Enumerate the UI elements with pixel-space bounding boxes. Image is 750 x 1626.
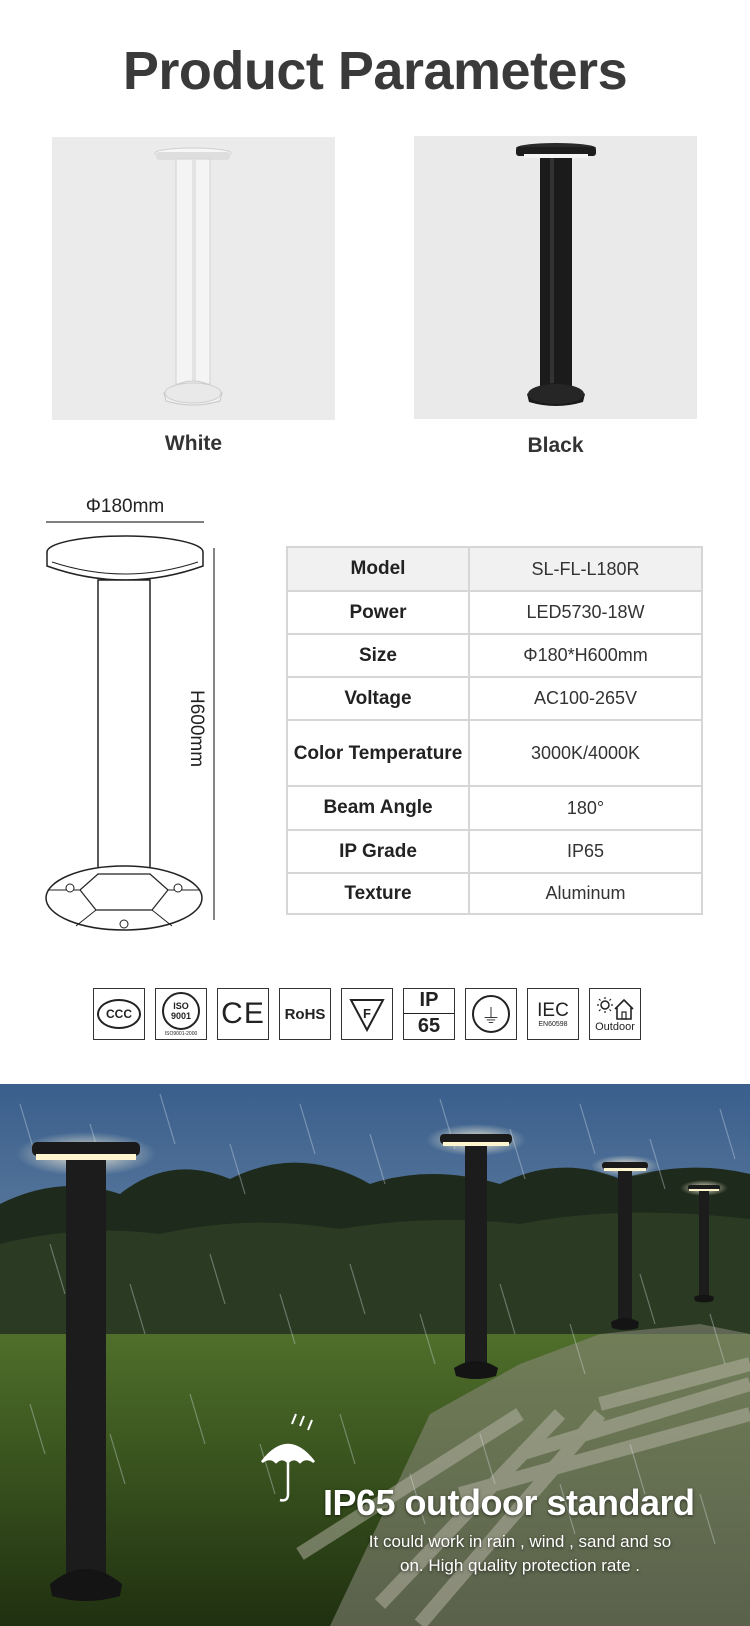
spec-value: SL-FL-L180R: [469, 547, 702, 591]
spec-key: Color Temperature: [287, 720, 469, 786]
ip-top-text: IP: [404, 989, 454, 1014]
spec-key: Model: [287, 547, 469, 591]
spec-key: Texture: [287, 873, 469, 914]
spec-key: Voltage: [287, 677, 469, 720]
rohs-cert-icon: [279, 988, 331, 1040]
banner-description: [340, 1530, 700, 1578]
iec-cert-icon: [527, 988, 579, 1040]
iec-top-text: IEC: [537, 999, 569, 1021]
table-row: [287, 547, 702, 591]
rohs-text: RoHS: [284, 1005, 326, 1023]
spec-value: LED5730-18W: [469, 591, 702, 634]
banner-headline: IP65 outdoor standard: [323, 1482, 695, 1523]
outdoor-text: Outdoor: [595, 1021, 635, 1033]
spec-value: IP65: [469, 830, 702, 873]
spec-key: Size: [287, 634, 469, 677]
table-row: [287, 786, 702, 830]
f-mark-cert-icon: [341, 988, 393, 1040]
sun-house-icon: [595, 995, 635, 1021]
ground-icon: ⏚: [472, 995, 510, 1033]
ccc-text: CCC: [97, 999, 141, 1029]
spec-value: AC100-265V: [469, 677, 702, 720]
table-row: [287, 873, 702, 914]
banner-line-1: It could work in rain , wind , sand and so: [368, 1532, 672, 1551]
iso-bottom-text: ISO9001-2000: [164, 1030, 198, 1037]
triangle-icon: [347, 994, 387, 1034]
banner-line-2: on. High quality protection rate .: [399, 1556, 641, 1575]
table-row: [287, 677, 702, 720]
ip65-cert-icon: [403, 988, 455, 1040]
variant-label-black: Black: [527, 434, 584, 457]
iso-num-text: 9001: [170, 1010, 192, 1021]
spec-value: 180°: [469, 786, 702, 830]
certification-row: [93, 988, 658, 1042]
ground-cert-icon: [465, 988, 517, 1040]
ce-cert-icon: [217, 988, 269, 1040]
spec-key: Beam Angle: [287, 786, 469, 830]
iso-top-text: ISO: [173, 1000, 189, 1011]
spec-key: Power: [287, 591, 469, 634]
variant-label-white: White: [164, 432, 223, 455]
ce-text: CE: [221, 997, 265, 1030]
table-row: [287, 830, 702, 873]
iso-cert-icon: [155, 988, 207, 1040]
iec-bottom-text: EN60598: [538, 1020, 568, 1028]
page-title: Product Parameters: [122, 41, 628, 101]
product-photo-black: [414, 136, 697, 419]
outdoor-cert-icon: [589, 988, 641, 1040]
product-photo-white: [52, 137, 335, 420]
table-row: [287, 591, 702, 634]
spec-table: [286, 546, 703, 915]
height-label: H600mm: [186, 690, 207, 768]
dimension-drawing: [40, 518, 230, 958]
ip-bottom-text: 65: [417, 1014, 441, 1037]
spec-key: IP Grade: [287, 830, 469, 873]
table-row: [287, 634, 702, 677]
spec-value: Φ180*H600mm: [469, 634, 702, 677]
spec-value: 3000K/4000K: [469, 720, 702, 786]
spec-value: Aluminum: [469, 873, 702, 914]
ccc-cert-icon: [93, 988, 145, 1040]
diameter-label: Φ180mm: [85, 496, 165, 517]
table-row: [287, 720, 702, 786]
f-mark-text: F: [363, 1006, 371, 1021]
